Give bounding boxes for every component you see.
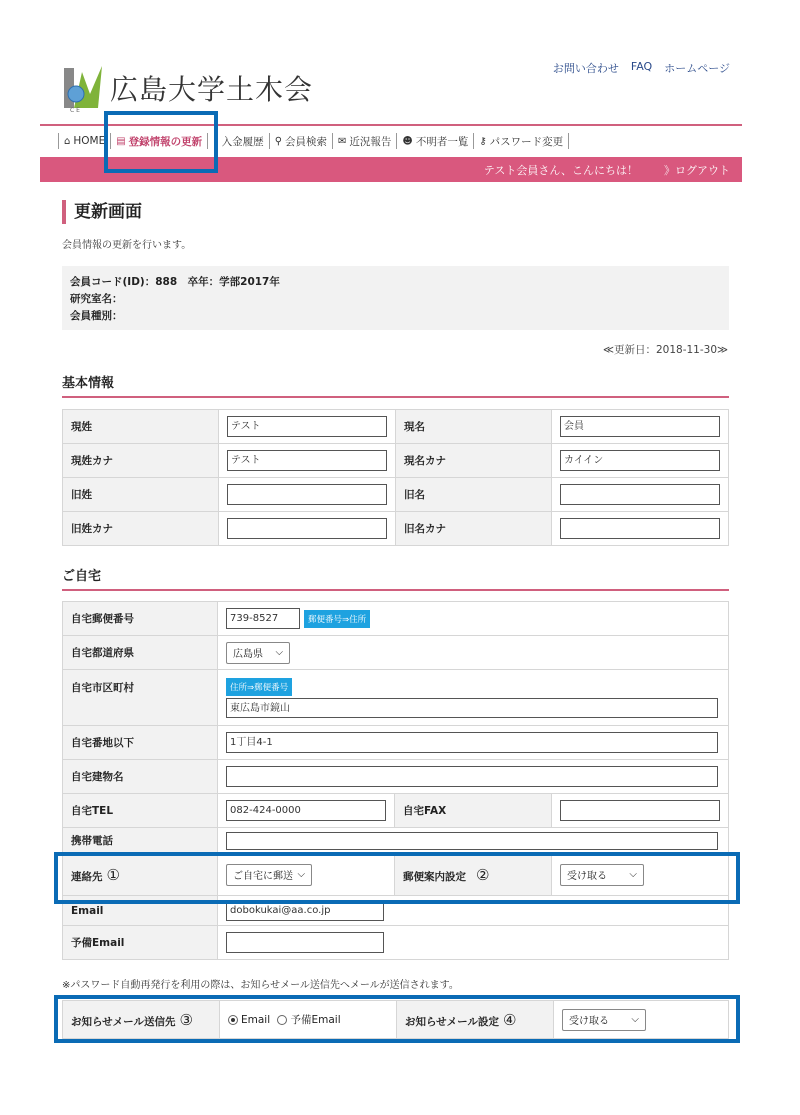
section-title-home: ご自宅 <box>62 565 729 591</box>
postal-code-input[interactable]: 739-8527 <box>226 608 300 629</box>
member-info-box <box>62 266 729 330</box>
given-name-kana-input[interactable]: カイイン <box>560 450 720 471</box>
home-tel-input[interactable]: 082-424-0000 <box>226 800 386 821</box>
chevron-down-icon: ⌵ <box>631 1014 639 1025</box>
field-label: Email <box>63 896 218 926</box>
lab-name-line: 研究室名： <box>70 293 123 305</box>
page-description: 会員情報の更新を行います。 <box>62 240 192 251</box>
field-label: 現姓 <box>63 410 219 444</box>
basic-info-table <box>62 409 729 546</box>
member-code-line: 会員コード(ID)：888 卒年：学部2017年 <box>70 276 280 288</box>
radio-label: 予備Email <box>290 1014 341 1026</box>
table-row <box>63 478 729 512</box>
contact-value: ご自宅に郵送 <box>233 871 294 882</box>
field-label: 現姓カナ <box>63 444 219 478</box>
field-label: 自宅都道府県 <box>63 636 218 670</box>
nav-member-search[interactable] <box>270 133 333 149</box>
given-name-input[interactable]: 会員 <box>560 416 720 437</box>
field-label: 自宅建物名 <box>63 760 218 794</box>
search-icon: ⚲ <box>274 135 283 147</box>
key-icon: ⚷ <box>479 135 487 147</box>
nav-password-change[interactable] <box>474 133 569 149</box>
former-surname-input[interactable] <box>227 484 387 505</box>
nav-label: 登録情報の更新 <box>128 135 203 148</box>
field-label: 自宅FAX <box>395 794 552 828</box>
marker-3: ③ <box>179 1010 193 1029</box>
logout-link[interactable]: 》ログアウト <box>664 163 730 177</box>
highlight-box-nav <box>104 111 218 173</box>
prefecture-value: 広島県 <box>233 649 264 660</box>
page-title: 更新画面 <box>62 200 142 224</box>
document-icon: ▮ <box>213 135 219 147</box>
marker-1: ① <box>106 865 120 884</box>
svg-text:C E: C E <box>70 107 80 114</box>
address-to-postal-button[interactable]: 住所⇒郵便番号 <box>226 678 292 696</box>
home-fax-input[interactable] <box>560 800 720 821</box>
chevron-down-icon: ⌵ <box>629 869 637 880</box>
user-edit-icon: ☻ <box>402 135 413 147</box>
password-note: ※パスワード自動再発行を利用の際は、お知らせメール送信先へメールが送信されます。 <box>62 980 459 991</box>
field-label: お知らせメール送信先 <box>71 1015 176 1028</box>
table-row <box>63 760 729 794</box>
field-label: 郵便案内設定 <box>403 870 467 883</box>
field-label: 予備Email <box>63 926 218 960</box>
field-label: 自宅番地以下 <box>63 726 218 760</box>
id-card-icon: ▤ <box>116 135 126 147</box>
highlight-box-contact <box>54 852 740 904</box>
field-label: 自宅郵便番号 <box>63 602 218 636</box>
logo-icon <box>62 64 106 112</box>
field-label: 連絡先 <box>71 870 103 883</box>
field-label: 現名カナ <box>396 444 552 478</box>
update-date: ≪更新日：2018-11-30≫ <box>602 344 728 356</box>
site-logo[interactable] <box>62 62 322 114</box>
notice-setting-value: 受け取る <box>569 1016 609 1027</box>
spare-email-input[interactable] <box>226 932 384 953</box>
field-label: 旧姓カナ <box>63 512 219 546</box>
section-title-basic: 基本情報 <box>62 372 729 398</box>
street-input[interactable]: 1丁目4-1 <box>226 732 718 753</box>
field-label: 旧姓 <box>63 478 219 512</box>
former-given-name-input[interactable] <box>560 484 720 505</box>
field-label: お知らせメール設定 <box>405 1015 499 1028</box>
chevron-down-icon: ⌵ <box>297 869 306 880</box>
table-row <box>63 410 729 444</box>
logo-text: 広島大学土木会 <box>110 73 314 106</box>
marker-2: ② <box>476 865 490 884</box>
home-info-table <box>62 601 729 960</box>
nav-label: 会員検索 <box>285 135 328 148</box>
email-input[interactable]: dobokukai@aa.co.jp <box>226 900 384 921</box>
field-label: 旧名 <box>396 478 552 512</box>
table-row <box>63 926 729 960</box>
mobile-input[interactable] <box>226 832 718 850</box>
former-given-name-kana-input[interactable] <box>560 518 720 539</box>
field-label: 自宅TEL <box>63 794 218 828</box>
top-links <box>553 60 730 76</box>
greeting-text: テスト会員さん、こんにちは！ <box>483 163 638 177</box>
chat-icon: ✉ <box>338 135 347 147</box>
home-icon: ⌂ <box>64 135 71 147</box>
table-row <box>63 636 729 670</box>
field-label: 旧名カナ <box>396 512 552 546</box>
table-row <box>63 794 729 828</box>
nav-label: パスワード変更 <box>489 135 564 148</box>
nav-label: 不明者一覧 <box>415 135 469 148</box>
postal-to-address-button[interactable]: 郵便番号⇒住所 <box>304 610 370 628</box>
nav-unknown-list[interactable] <box>397 133 474 149</box>
table-row <box>63 444 729 478</box>
homepage-link[interactable]: ホームページ <box>664 62 730 75</box>
radio-label: Email <box>241 1014 271 1026</box>
table-row <box>63 726 729 760</box>
marker-4: ④ <box>502 1010 517 1029</box>
field-label: 自宅市区町村 <box>63 670 218 726</box>
chevron-down-icon: ⌵ <box>275 647 284 658</box>
contact-link[interactable]: お問い合わせ <box>552 62 619 75</box>
table-row <box>63 602 729 636</box>
surname-input[interactable]: テスト <box>227 416 387 437</box>
table-row <box>63 512 729 546</box>
nav-label: 入金履歴 <box>221 135 264 148</box>
table-row <box>63 828 729 854</box>
building-input[interactable] <box>226 766 718 787</box>
prefecture-select[interactable] <box>226 642 290 664</box>
nav-label: 近況報告 <box>349 135 392 148</box>
mail-guide-value: 受け取る <box>567 871 607 882</box>
field-label: 携帯電話 <box>63 828 218 854</box>
table-row <box>63 670 729 726</box>
former-surname-kana-input[interactable] <box>227 518 387 539</box>
faq-link[interactable]: FAQ <box>630 60 653 73</box>
member-type-line: 会員種別： <box>70 310 123 322</box>
surname-kana-input[interactable]: テスト <box>227 450 387 471</box>
city-input[interactable]: 東広島市鏡山 <box>226 698 718 718</box>
nav-label: HOME <box>73 135 106 147</box>
field-label: 現名 <box>396 410 552 444</box>
highlight-box-notice <box>54 995 740 1043</box>
nav-news-report[interactable] <box>333 133 397 149</box>
